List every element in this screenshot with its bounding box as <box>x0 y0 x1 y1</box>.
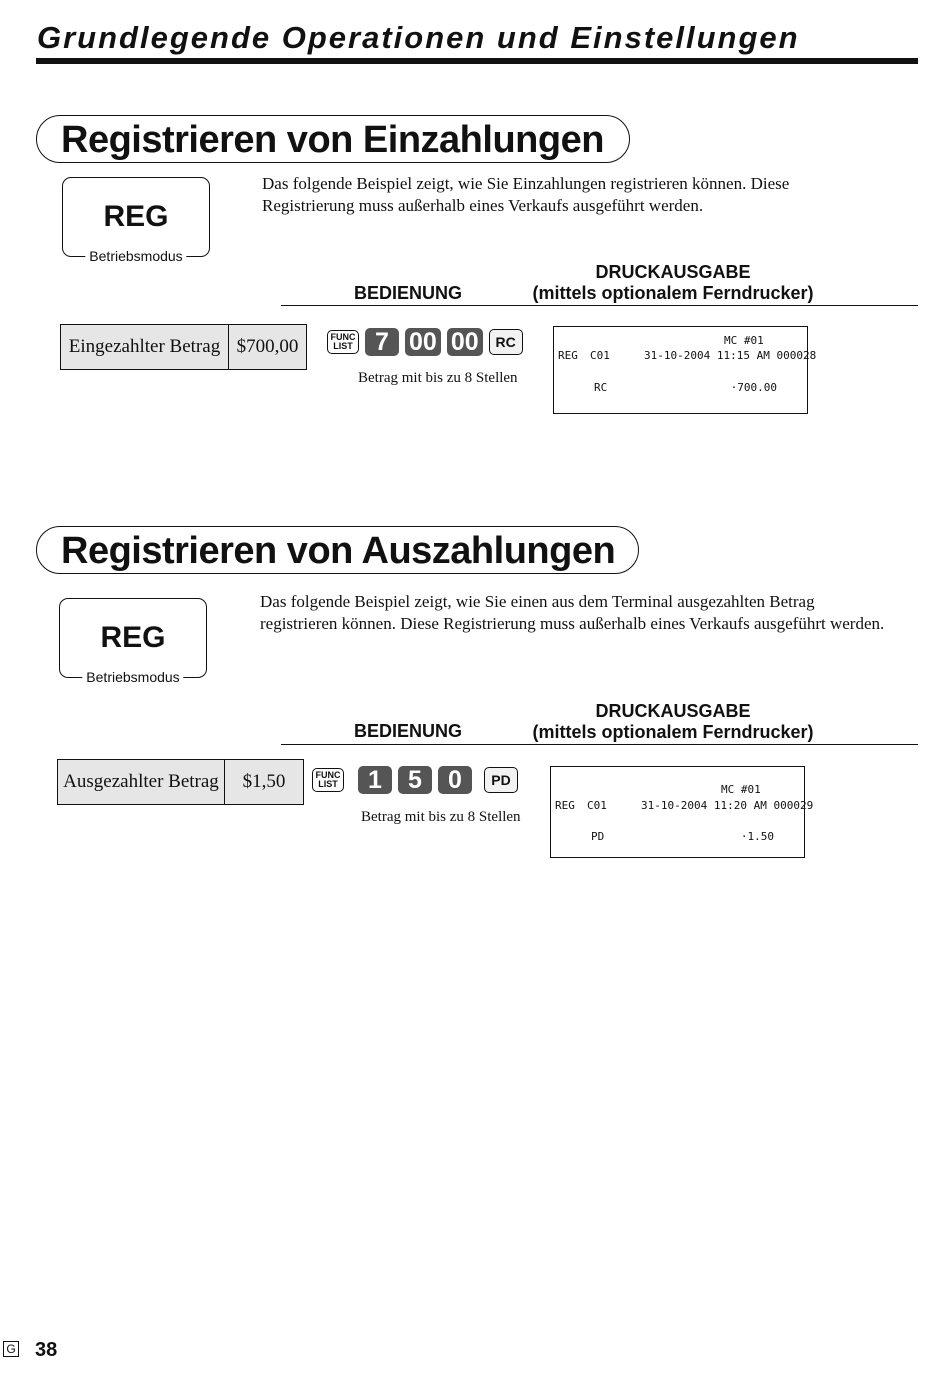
input-value: $700,00 <box>228 325 306 369</box>
receipt-printout <box>553 326 817 414</box>
digit-key: 5 <box>398 766 432 794</box>
key-note: Betrag mit bis zu 8 Stellen <box>361 809 521 825</box>
mode-label: REG <box>103 200 169 233</box>
input-label: Ausgezahlter Betrag <box>63 771 219 792</box>
receipt-mode: REG <box>555 799 575 812</box>
column-heading-print <box>520 701 826 743</box>
mode-indicator <box>62 177 210 264</box>
header-rule <box>36 58 918 64</box>
digit-key: 00 <box>447 328 483 356</box>
key-sequence <box>312 766 518 794</box>
column-heading-print-line2: (mittels optionalem Ferndrucker) <box>532 722 814 742</box>
func-list-key <box>327 330 359 354</box>
column-heading-print <box>520 262 826 304</box>
section-title-payouts: Registrieren von Auszahlungen <box>36 526 639 574</box>
input-table <box>57 759 304 805</box>
receipt-clerk: C01 <box>587 799 607 812</box>
func-key-top-label: FUNC <box>315 770 341 780</box>
receipt-item: PD <box>591 830 605 843</box>
receipt-machine: MC #01 <box>721 783 761 796</box>
func-key-bottom-label: LIST <box>318 779 338 789</box>
receipt-clerk: C01 <box>590 349 610 362</box>
func-list-key <box>312 768 344 792</box>
column-heading-print-line1: DRUCKAUSGABE <box>595 262 751 282</box>
digit-key: 7 <box>365 328 399 356</box>
rc-key: RC <box>489 329 523 355</box>
pd-key: PD <box>484 767 518 793</box>
input-label: Eingezahlter Betrag <box>68 336 221 357</box>
digit-key: 0 <box>438 766 472 794</box>
page-number: 38 <box>35 1339 58 1361</box>
section-title-deposits: Registrieren von Einzahlungen <box>36 115 630 163</box>
mode-label: REG <box>100 621 166 654</box>
func-key-top-label: FUNC <box>330 332 356 342</box>
receipt-mode: REG <box>558 349 578 362</box>
column-rule <box>281 305 918 306</box>
receipt-datetime: 31-10-2004 11:20 AM 000029 <box>641 799 814 812</box>
mode-indicator <box>59 598 207 685</box>
receipt-amount: ·700.00 <box>730 381 777 394</box>
column-heading-print-line1: DRUCKAUSGABE <box>595 701 751 721</box>
key-sequence <box>327 328 523 356</box>
input-value: $1,50 <box>224 760 303 804</box>
receipt-machine: MC #01 <box>724 334 764 347</box>
column-rule <box>281 744 918 745</box>
mode-sub-label: Betriebsmodus <box>82 669 183 685</box>
section-description: Das folgende Beispiel zeigt, wie Sie einen aus dem Terminal ausgezahlten Betrag registrieren können. Diese Registrierung muss außerhalb eines Verkaufs ausgeführt werden. <box>260 592 885 633</box>
input-table <box>60 324 307 370</box>
receipt-printout <box>550 766 814 858</box>
receipt-datetime: 31-10-2004 11:15 AM 000028 <box>644 349 817 362</box>
column-heading-print-line2: (mittels optionalem Ferndrucker) <box>532 283 814 303</box>
func-key-bottom-label: LIST <box>333 341 353 351</box>
page-header-title: Grundlegende Operationen und Einstellungen <box>37 20 800 55</box>
digit-key: 00 <box>405 328 441 356</box>
mode-sub-label: Betriebsmodus <box>85 248 186 264</box>
column-heading-operation: BEDIENUNG <box>353 721 462 741</box>
key-note: Betrag mit bis zu 8 Stellen <box>358 370 518 386</box>
receipt-item: RC <box>594 381 608 394</box>
column-heading-operation: BEDIENUNG <box>353 283 462 303</box>
language-marker: G <box>3 1341 19 1357</box>
receipt-amount: ·1.50 <box>740 830 774 843</box>
section-description: Das folgende Beispiel zeigt, wie Sie Einzahlungen registrieren können. Diese Registrierung muss außerhalb eines Verkaufs ausgeführt werden. <box>262 174 790 215</box>
digit-key: 1 <box>358 766 392 794</box>
